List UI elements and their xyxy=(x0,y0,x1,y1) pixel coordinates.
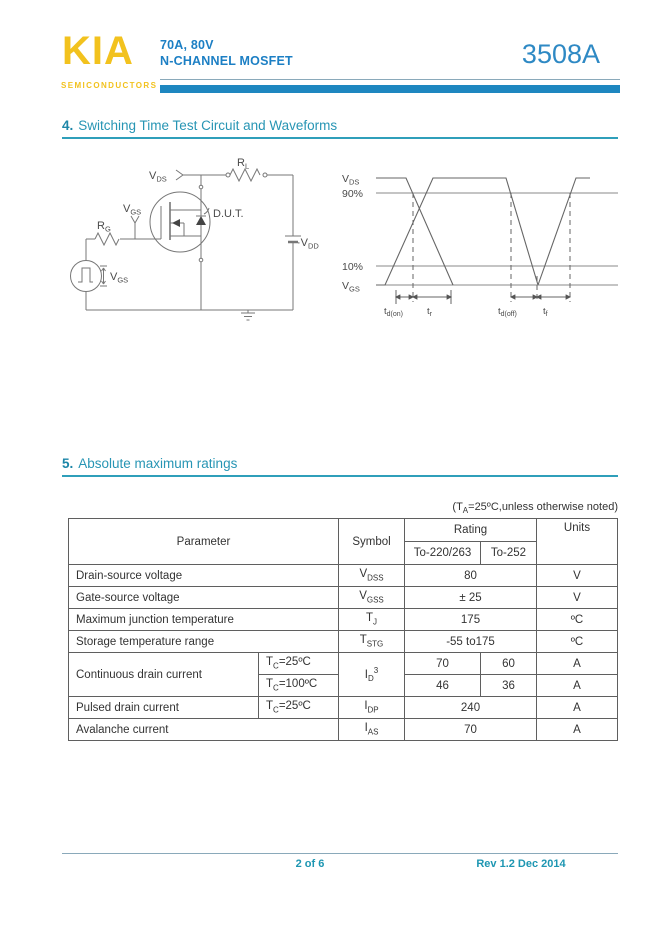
condition-cell: $T_C=25ºC$ xyxy=(259,697,339,719)
section4-heading xyxy=(62,118,618,139)
circuit-label-vdd: $\cdot V_{DD}$ xyxy=(297,237,319,251)
header-units: Units xyxy=(537,519,618,565)
table-row xyxy=(69,587,618,609)
device-title xyxy=(160,37,293,69)
body-diode-icon xyxy=(196,216,206,225)
waveform-label-vds: $V_{DS}$ xyxy=(342,173,360,187)
waveform-label-tdon: $t_{d(on)}$ xyxy=(384,306,403,318)
symbol-cell: $I_{AS}$ xyxy=(339,719,405,741)
rating-cell: 80 xyxy=(405,565,537,587)
vgs-trace xyxy=(376,178,538,285)
switching-test-circuit-diagram xyxy=(63,156,335,328)
param-cell: Continuous drain current xyxy=(69,653,259,697)
waveform-label-vgs: $V_{GS}$ xyxy=(342,280,360,294)
vds-probe-icon xyxy=(176,170,183,180)
unit-cell: ºC xyxy=(537,609,618,631)
pulse-source-icon xyxy=(78,268,93,282)
device-type-line: N-CHANNEL MOSFET xyxy=(160,54,293,68)
waveform-label-tf: $t_f$ xyxy=(543,306,548,318)
header-symbol: Symbol xyxy=(339,519,405,565)
section4-number: 4. xyxy=(62,118,74,133)
waveform-label-tr: $t_r$ xyxy=(427,306,432,318)
param-cell: Gate-source voltage xyxy=(69,587,339,609)
circuit-label-vgs: $V_{GS}$ xyxy=(123,203,142,217)
symbol-cell: $V_{DSS}$ xyxy=(339,565,405,587)
table-row xyxy=(69,719,618,741)
circuit-label-rl: $R_L$ xyxy=(237,157,250,171)
rating-cell-to220: 46 xyxy=(405,675,481,697)
param-cell: Avalanche current xyxy=(69,719,339,741)
unit-cell: A xyxy=(537,719,618,741)
rating-cell: 175 xyxy=(405,609,537,631)
vgs-probe-icon xyxy=(131,216,139,239)
table-row xyxy=(69,565,618,587)
condition-cell: $T_C=25ºC$ xyxy=(259,653,339,675)
rating-cell-to252: 60 xyxy=(481,653,537,675)
abs-max-ratings-table xyxy=(68,518,618,741)
circuit-label-dut: D.U.T. xyxy=(213,208,244,220)
switching-waveform-diagram xyxy=(340,158,622,320)
waveform-label-90pct: 90% xyxy=(342,188,364,200)
section5-number: 5. xyxy=(62,456,74,471)
section4-title: Switching Time Test Circuit and Waveforms xyxy=(78,118,338,133)
table-row xyxy=(69,697,618,719)
symbol-cell: $I_D^3$ xyxy=(339,653,405,697)
rating-cell: ± 25 xyxy=(405,587,537,609)
mosfet-arrow-icon xyxy=(172,219,180,227)
unit-cell: A xyxy=(537,675,618,697)
header-package-to220: To-220/263 xyxy=(405,542,481,565)
section5-title: Absolute maximum ratings xyxy=(78,456,238,471)
header-package-to252: To-252 xyxy=(481,542,537,565)
header-parameter: Parameter xyxy=(69,519,339,565)
rating-cell: 240 xyxy=(405,697,537,719)
param-cell: Maximum junction temperature xyxy=(69,609,339,631)
header-rating: Rating xyxy=(405,519,537,542)
ground-icon xyxy=(241,310,255,320)
device-rating-line: 70A, 80V xyxy=(160,38,214,52)
symbol-cell: $I_{DP}$ xyxy=(339,697,405,719)
rating-cell: 70 xyxy=(405,719,537,741)
unit-cell: A xyxy=(537,697,618,719)
table-row xyxy=(69,653,618,675)
table-row xyxy=(69,631,618,653)
vds-fall-trace xyxy=(376,178,453,285)
vds-rise-trace xyxy=(538,178,590,285)
rating-cell-to220: 70 xyxy=(405,653,481,675)
part-number: 3508A xyxy=(521,39,600,69)
table-header-row xyxy=(69,519,618,542)
table-row xyxy=(69,609,618,631)
waveform-label-10pct: 10% xyxy=(342,261,364,273)
symbol-cell: $V_{GSS}$ xyxy=(339,587,405,609)
waveform-label-tdoff: $t_{d(off)}$ xyxy=(498,306,517,318)
revision-label: Rev 1.2 Dec 2014 xyxy=(476,858,566,870)
rating-cell-to252: 36 xyxy=(481,675,537,697)
symbol-cell: $T_{STG}$ xyxy=(339,631,405,653)
header-thin-rule xyxy=(160,79,620,80)
kia-logo: KIA xyxy=(62,29,134,73)
footer-rule xyxy=(62,853,618,854)
circuit-label-vgs-source: $V_{GS}$ xyxy=(110,271,129,285)
unit-cell: V xyxy=(537,565,618,587)
circuit-label-rg: $R_G$ xyxy=(97,220,111,234)
param-cell: Storage temperature range xyxy=(69,631,339,653)
condition-cell: $T_C=100ºC$ xyxy=(259,675,339,697)
unit-cell: V xyxy=(537,587,618,609)
kia-logo-subtext: SEMICONDUCTORS xyxy=(61,81,158,90)
param-cell: Pulsed drain current xyxy=(69,697,259,719)
rating-cell: -55 to175 xyxy=(405,631,537,653)
unit-cell: A xyxy=(537,653,618,675)
page-number: 2 of 6 xyxy=(295,858,325,870)
header-accent-bar xyxy=(160,85,620,93)
table-condition-note: ($T_A=25ºC,unless$ otherwise noted) xyxy=(452,501,618,516)
symbol-cell: $T_J$ xyxy=(339,609,405,631)
circuit-label-vds: $V_{DS}$ xyxy=(149,170,167,184)
unit-cell: ºC xyxy=(537,631,618,653)
section5-heading xyxy=(62,456,618,477)
param-cell: Drain-source voltage xyxy=(69,565,339,587)
